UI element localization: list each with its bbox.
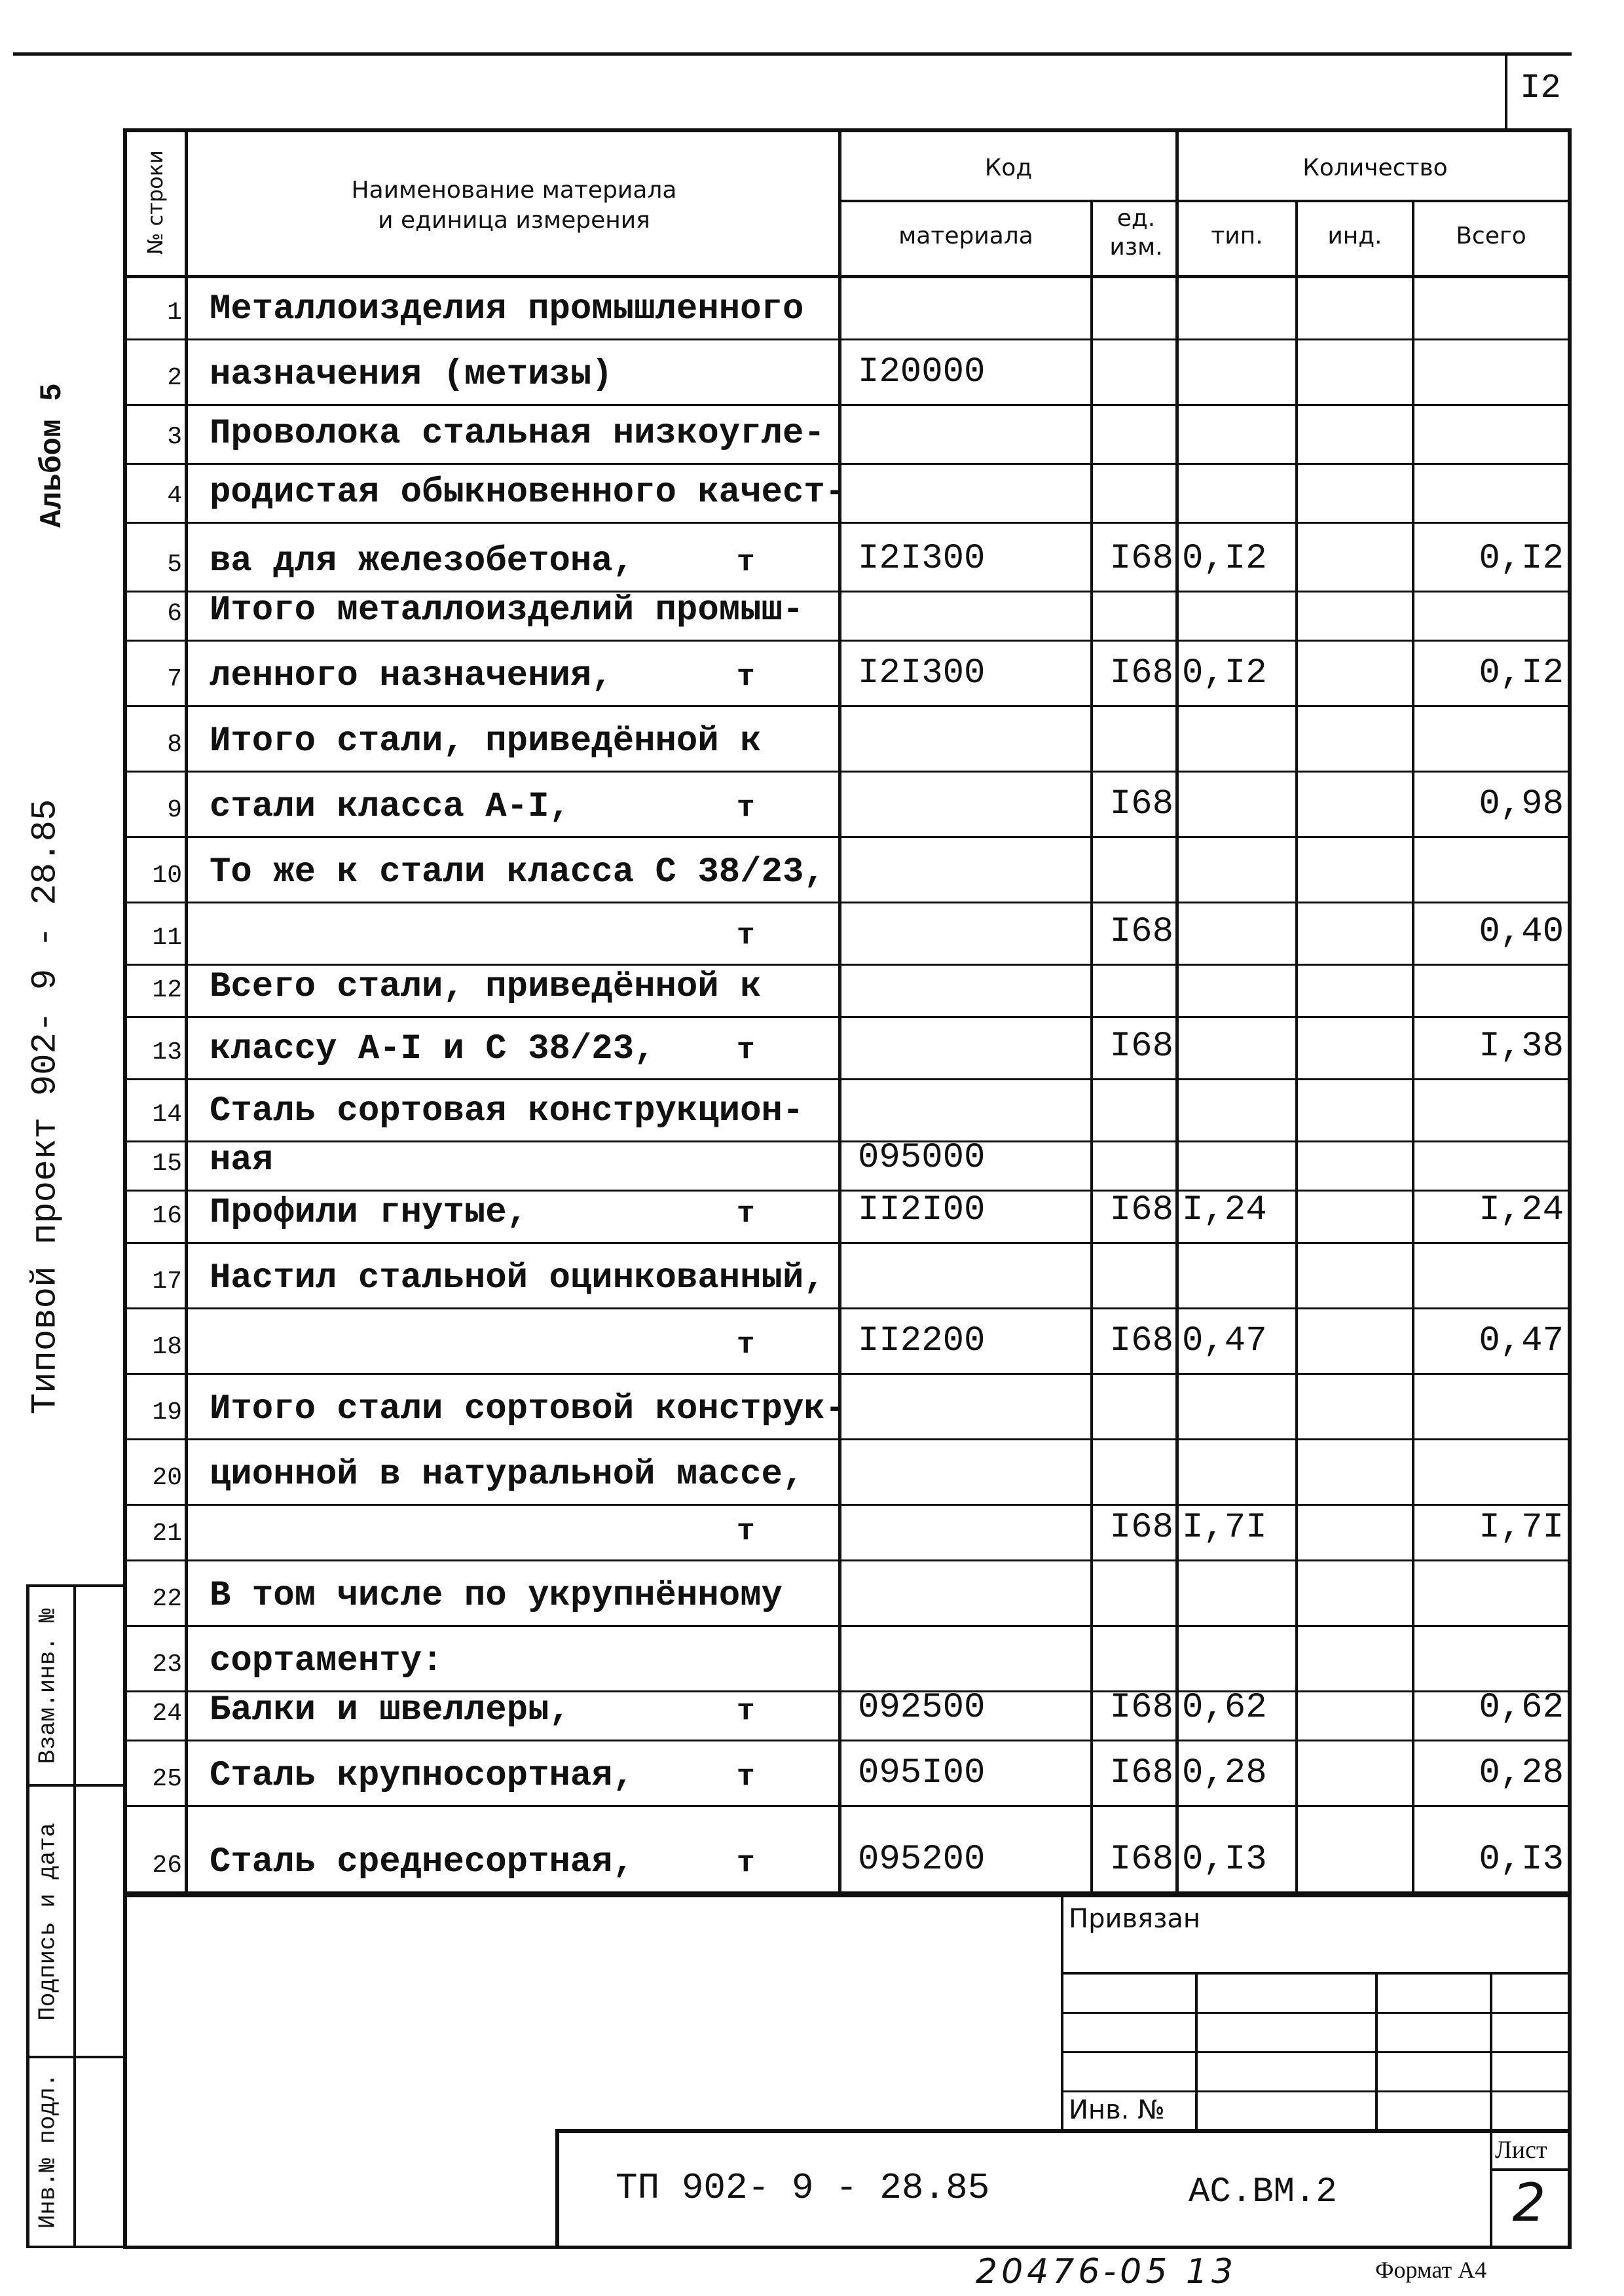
header-name (190, 175, 838, 236)
row-unit: т (737, 1514, 755, 1548)
row-total: 0,I2 (1479, 539, 1564, 579)
row-separator (123, 1373, 1572, 1375)
row-total: 0,I3 (1479, 1840, 1564, 1880)
row-code: II2I00 (858, 1190, 986, 1230)
tb-vline-b (1375, 1972, 1378, 2132)
row-unit: т (737, 919, 755, 953)
row-name: Профили гнутые, (210, 1193, 528, 1233)
row-separator (123, 1242, 1572, 1244)
row-name: Итого металлоизделий промыш- (210, 591, 804, 630)
stamp-sep1 (26, 1784, 124, 1787)
stamp-sign-label: Подпись и дата (34, 1823, 62, 2021)
inv-label: Инв. № (1069, 2095, 1165, 2125)
row-typ: 0,I2 (1182, 653, 1267, 693)
row-name: Итого стали, приведённой к (210, 721, 762, 761)
row-typ: 0,47 (1182, 1321, 1267, 1361)
row-ed: I68 (1109, 784, 1173, 824)
col-sep-typ (1295, 200, 1298, 1896)
titleblock-top (123, 1893, 1572, 1897)
row-number: 11 (152, 924, 182, 952)
row-number: 12 (152, 976, 182, 1004)
row-name: классу А-I и С 38/23, (210, 1029, 655, 1069)
table-right (1568, 128, 1572, 2248)
row-ed: I68 (1109, 1508, 1173, 1548)
list-number: 2 (1512, 2172, 1546, 2233)
tb-line-2 (1061, 2012, 1572, 2014)
row-unit: т (737, 1197, 755, 1231)
header-code-unit: ед. изм. (1109, 205, 1163, 261)
row-unit: т (737, 791, 755, 825)
row-ed: I68 (1109, 1840, 1173, 1880)
stamp-main-left (555, 2129, 559, 2247)
row-number: 17 (152, 1267, 182, 1296)
row-separator (123, 964, 1572, 966)
header-name-text: Наименование материала и единица измерения (351, 177, 677, 234)
row-number: 22 (152, 1585, 182, 1613)
row-separator (123, 1140, 1572, 1142)
row-name: Сталь крупносортная, (210, 1756, 635, 1796)
row-number: 2 (167, 364, 182, 392)
project-label: Типовой проект 902- 9 - 28.85 (26, 799, 66, 1415)
row-total: 0,98 (1479, 784, 1564, 824)
row-ed: I68 (1109, 539, 1173, 579)
row-name: Сталь сортовая конструкцион- (210, 1091, 804, 1131)
row-typ: 0,62 (1182, 1688, 1267, 1728)
row-number: 21 (152, 1520, 182, 1548)
col-sep-name (838, 128, 841, 1896)
row-ed: I68 (1109, 912, 1173, 952)
row-total: 0,28 (1479, 1753, 1564, 1793)
row-number: 25 (152, 1765, 182, 1793)
row-name: Итого стали сортовой конструк- (210, 1389, 847, 1429)
row-separator (123, 1438, 1572, 1440)
row-separator (123, 1190, 1572, 1192)
row-name: ционной в натуральной массе, (210, 1455, 804, 1495)
row-code: 092500 (858, 1688, 986, 1728)
table-top (123, 128, 1572, 132)
row-unit: т (737, 1846, 755, 1880)
row-number: 24 (152, 1700, 182, 1728)
row-separator (123, 404, 1572, 406)
row-separator (123, 902, 1572, 903)
row-code: 095I00 (858, 1753, 986, 1793)
row-number: 6 (167, 600, 182, 628)
row-total: 0,47 (1479, 1321, 1564, 1361)
row-number: 26 (152, 1851, 182, 1880)
row-unit: т (737, 1328, 755, 1362)
col-sep-rowno (185, 128, 188, 1896)
row-name: Балки и швеллеры, (210, 1690, 570, 1730)
row-total: 0,40 (1479, 912, 1564, 952)
tb-line-3 (1061, 2051, 1572, 2053)
col-sep-code (1090, 200, 1093, 1896)
row-total: I,7I (1479, 1508, 1564, 1548)
row-name: назначения (метизы) (210, 355, 613, 395)
top-border (13, 52, 1572, 56)
row-typ: I,24 (1182, 1190, 1267, 1230)
row-number: 1 (167, 299, 182, 327)
header-row-no: № строки (143, 150, 168, 255)
row-number: 4 (167, 482, 182, 510)
row-name: ленного назначения, (210, 656, 613, 696)
row-separator (123, 522, 1572, 524)
row-separator (123, 463, 1572, 465)
row-name: Настил стальной оцинкованный, (210, 1258, 825, 1298)
list-label: Лист (1495, 2136, 1547, 2164)
row-number: 15 (152, 1150, 182, 1178)
row-code: I2I300 (858, 653, 986, 693)
row-separator (123, 705, 1572, 707)
header-code-material: материала (898, 223, 1033, 249)
row-name: сортаменту: (210, 1641, 443, 1681)
table-bottom (123, 2246, 1572, 2249)
header-subline (838, 200, 1572, 202)
row-unit: т (737, 1033, 755, 1067)
stamp-top (26, 1584, 124, 1587)
row-name: стали класса А-I, (210, 787, 570, 827)
row-code: 095200 (858, 1840, 986, 1880)
row-typ: I,7I (1182, 1508, 1267, 1548)
row-code: I2I300 (858, 539, 986, 579)
list-sep (1490, 2168, 1572, 2171)
header-qty-typ: тип. (1211, 223, 1263, 249)
row-total: 0,I2 (1479, 653, 1564, 693)
row-separator (123, 640, 1572, 642)
row-separator (123, 1016, 1572, 1018)
row-name: Проволока стальная низкоугле- (210, 414, 825, 454)
row-ed: I68 (1109, 1027, 1173, 1066)
row-number: 19 (152, 1398, 182, 1427)
row-number: 10 (152, 862, 182, 890)
doc-mark: АС.ВМ.2 (1189, 2172, 1337, 2212)
tb-line-4 (1061, 2090, 1572, 2092)
doc-code: ТП 902- 9 - 28.85 (616, 2167, 990, 2209)
row-separator (123, 1307, 1572, 1309)
row-number: 3 (167, 423, 182, 451)
col-sep-ed (1175, 128, 1179, 1896)
row-number: 9 (167, 796, 182, 824)
header-qty-ind: инд. (1327, 223, 1382, 249)
row-name: То же к стали класса С 38/23, (210, 852, 825, 892)
row-number: 13 (152, 1038, 182, 1066)
row-name: В том числе по укрупнённому (210, 1576, 783, 1616)
header-qty-total: Всего (1456, 223, 1526, 249)
header-bottom (123, 275, 1572, 278)
row-separator (123, 1740, 1572, 1741)
row-number: 23 (152, 1650, 182, 1679)
row-separator (123, 771, 1572, 773)
row-number: 7 (167, 665, 182, 693)
row-ed: I68 (1109, 1753, 1173, 1793)
row-number: 18 (152, 1333, 182, 1361)
row-ed: I68 (1109, 1321, 1173, 1361)
row-unit: т (737, 1760, 755, 1794)
row-separator (123, 1559, 1572, 1561)
row-total: 0,62 (1479, 1688, 1564, 1728)
row-ed: I68 (1109, 1190, 1173, 1230)
privyazan-label: Привязан (1069, 1904, 1201, 1934)
row-name: Всего стали, приведённой к (210, 967, 762, 1007)
row-ed: I68 (1109, 1688, 1173, 1728)
format-label: Формат А4 (1375, 2257, 1487, 2283)
header-quantity: Количество (1302, 155, 1448, 181)
stamp-outer-left (26, 1584, 29, 2246)
row-ed: I68 (1109, 653, 1173, 693)
row-typ: 0,28 (1182, 1753, 1267, 1793)
row-name: родистая обыкновенного качест- (210, 473, 847, 513)
row-typ: 0,I3 (1182, 1840, 1267, 1880)
sheet-box-left (1505, 52, 1507, 128)
stamp-inner (73, 1584, 76, 2246)
tb-vline-a (1195, 1972, 1198, 2132)
row-unit: т (737, 545, 755, 579)
row-name: ва для железобетона, (210, 541, 635, 581)
row-code: II2200 (858, 1321, 986, 1361)
row-separator (123, 1078, 1572, 1080)
row-code: I20000 (858, 352, 986, 392)
row-total: I,24 (1479, 1190, 1564, 1230)
row-name: Металлоизделия промышленного (210, 289, 804, 329)
handwritten-number: 20476-05 13 (976, 2252, 1238, 2291)
row-separator (123, 338, 1572, 340)
row-unit: т (737, 660, 755, 694)
row-separator (123, 1805, 1572, 1807)
row-typ: 0,I2 (1182, 539, 1267, 579)
album-label: Альбом 5 (35, 383, 69, 528)
row-name: ная (210, 1140, 274, 1180)
stamp-inv-label: Инв.№ подл. (34, 2073, 62, 2229)
row-number: 8 (167, 731, 182, 759)
row-total: I,38 (1479, 1027, 1564, 1066)
stamp-vzam-label: Взам.инв. № (34, 1608, 62, 1764)
header-code: Код (984, 155, 1033, 181)
stamp-main-top (555, 2129, 1572, 2133)
row-number: 5 (167, 551, 182, 579)
row-separator (123, 836, 1572, 838)
row-number: 14 (152, 1101, 182, 1129)
row-separator (123, 1625, 1572, 1627)
sheet-number: I2 (1520, 69, 1561, 107)
row-separator (123, 1504, 1572, 1506)
tb-line-1 (1061, 1972, 1572, 1975)
row-unit: т (737, 1694, 755, 1728)
row-name: Сталь среднесортная, (210, 1842, 635, 1882)
row-code: 095000 (858, 1138, 986, 1178)
row-number: 16 (152, 1202, 182, 1230)
row-number: 20 (152, 1464, 182, 1492)
